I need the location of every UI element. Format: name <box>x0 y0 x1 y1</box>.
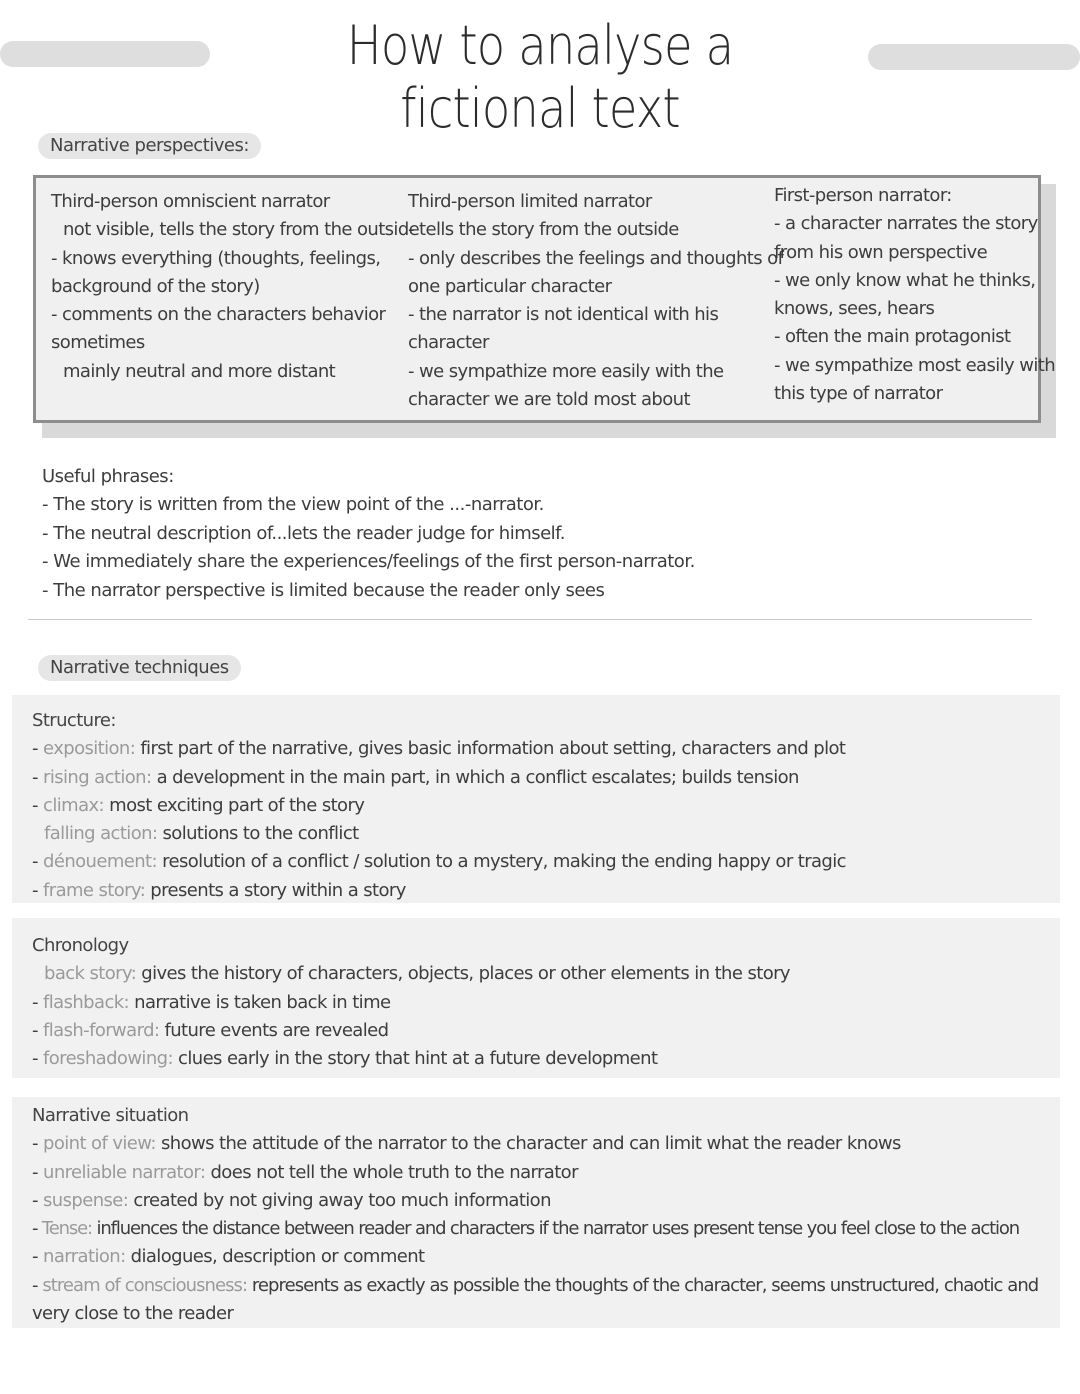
techniques-heading: Narrative techniques <box>38 655 241 681</box>
term-definition: created by not giving away too much information <box>128 1189 551 1211</box>
term-label: rising action: <box>43 766 152 788</box>
first-person-line: knows, sees, hears <box>774 298 935 320</box>
first-person-column <box>774 182 1055 408</box>
limited-line: - only describes the feelings and thoughts of <box>408 247 784 269</box>
situation-item <box>32 1243 1038 1271</box>
term-label: foreshadowing: <box>43 1048 173 1070</box>
omniscient-line: - knows everything (thoughts, feelings, <box>51 247 381 269</box>
situation-item <box>32 1187 1038 1215</box>
term-definition: influences the distance between reader and characters if the narrator uses present tense you feel close to the action <box>91 1218 1019 1240</box>
term-definition: solutions to the conflict <box>157 823 359 845</box>
structure-heading: Structure: <box>32 710 116 731</box>
phrase-item: - The story is written from the view point of the ...-narrator. <box>42 494 544 516</box>
limited-line: character we are told most about <box>408 389 690 411</box>
situation-item <box>32 1215 1038 1243</box>
omniscient-column <box>51 188 419 386</box>
structure-item <box>32 792 846 820</box>
bullet: - <box>32 1048 44 1070</box>
term-label: flashback: <box>43 991 130 1013</box>
first-person-line: First-person narrator: <box>774 185 952 206</box>
phrase-item: - The narrator perspective is limited because the reader only sees <box>42 579 605 601</box>
title-bar-left <box>0 41 210 67</box>
bullet: - <box>32 794 44 816</box>
limited-line: Third-person limited narrator <box>408 191 652 212</box>
bullet: - <box>32 991 44 1013</box>
bullet: - <box>32 1133 44 1155</box>
structure-item <box>32 848 846 876</box>
omniscient-line: mainly neutral and more distant <box>63 360 336 382</box>
limited-line: character <box>408 332 489 354</box>
term-label: point of view: <box>43 1133 156 1155</box>
perspectives-heading: Narrative perspectives: <box>38 133 261 159</box>
term-definition: most exciting part of the story <box>104 794 365 816</box>
bullet: - <box>32 766 44 788</box>
chronology-item <box>32 1045 790 1073</box>
situation-item <box>32 1159 1038 1187</box>
perspectives-box <box>33 175 1056 423</box>
term-label: suspense: <box>43 1189 129 1211</box>
structure-item <box>32 877 846 905</box>
term-definition: dialogues, description or comment <box>125 1246 425 1268</box>
bullet: - <box>32 1218 42 1240</box>
first-person-line: - often the main protagonist <box>774 326 1011 348</box>
chronology-heading: Chronology <box>32 935 129 956</box>
title-bar-right <box>868 44 1080 70</box>
bullet: - <box>32 879 44 901</box>
omniscient-line: not visible, tells the story from the outside <box>63 219 420 241</box>
structure-panel <box>12 695 1060 903</box>
term-label: back story: <box>44 963 137 985</box>
term-definition: narrative is taken back in time <box>129 991 391 1013</box>
bullet: - <box>32 851 44 873</box>
situation-heading: Narrative situation <box>32 1105 189 1126</box>
term-label: stream of consciousness: <box>42 1274 248 1296</box>
term-definition: resolution of a conflict / solution to a mystery, making the ending happy or tragic <box>156 851 846 873</box>
first-person-line: - we only know what he thinks, <box>774 269 1036 291</box>
structure-item <box>32 764 846 792</box>
omniscient-line: - comments on the characters behavior <box>51 304 386 326</box>
situation-item <box>32 1130 1038 1158</box>
term-definition: presents a story within a story <box>145 879 406 901</box>
bullet: - <box>32 1189 44 1211</box>
limited-line: - tells the story from the outside <box>408 219 679 241</box>
useful-phrases <box>42 463 695 605</box>
structure-item <box>32 735 846 763</box>
phrases-heading: Useful phrases: <box>42 466 174 487</box>
term-definition: gives the history of characters, objects, places or other elements in the story <box>136 963 790 985</box>
omniscient-line: sometimes <box>51 332 145 354</box>
limited-column <box>408 188 783 414</box>
first-person-line: from his own perspective <box>774 241 988 263</box>
bullet: - <box>32 1161 44 1183</box>
first-person-line: - a character narrates the story <box>774 213 1038 235</box>
chronology-item <box>32 1017 790 1045</box>
bullet: - <box>32 1274 43 1296</box>
bullet: - <box>32 1246 44 1268</box>
term-definition: represents as exactly as possible the thoughts of the character, seems unstructured, chaotic and <box>247 1274 1039 1296</box>
term-label: frame story: <box>43 879 146 901</box>
situation-continuation: very close to the reader <box>32 1303 234 1325</box>
limited-line: one particular character <box>408 275 612 297</box>
omniscient-line: Third-person omniscient narrator <box>51 191 330 212</box>
first-person-line: - we sympathize most easily with <box>774 354 1056 376</box>
phrase-item: - We immediately share the experiences/feelings of the first person-narrator. <box>42 551 695 573</box>
term-label: unreliable narrator: <box>43 1161 206 1183</box>
term-definition: future events are revealed <box>159 1019 389 1041</box>
situation-item <box>32 1272 1038 1300</box>
term-label: Tense: <box>41 1218 92 1240</box>
term-label: dénouement: <box>43 851 157 873</box>
limited-line: - we sympathize more easily with the <box>408 360 724 382</box>
limited-line: - the narrator is not identical with his <box>408 304 719 326</box>
term-definition: first part of the narrative, gives basic information about setting, characters and plot <box>135 738 846 760</box>
term-label: narration: <box>43 1246 126 1268</box>
term-label: climax: <box>43 794 105 816</box>
term-definition: shows the attitude of the narrator to the character and can limit what the reader knows <box>155 1133 901 1155</box>
omniscient-line: background of the story) <box>51 275 260 297</box>
term-label: flash-forward: <box>43 1019 160 1041</box>
first-person-line: this type of narrator <box>774 383 943 405</box>
chronology-panel <box>12 918 1060 1078</box>
bullet: - <box>32 1019 44 1041</box>
term-label: exposition: <box>43 738 136 760</box>
bullet: - <box>32 738 44 760</box>
term-definition: a development in the main part, in which a conflict escalates; builds tension <box>151 766 799 788</box>
section-divider <box>28 619 1032 620</box>
term-definition: clues early in the story that hint at a future development <box>172 1048 658 1070</box>
term-label: falling action: <box>44 823 158 845</box>
situation-panel <box>12 1097 1060 1328</box>
chronology-item <box>32 989 790 1017</box>
page-title: How to analyse a fictional text <box>346 14 734 140</box>
term-definition: does not tell the whole truth to the narrator <box>205 1161 578 1183</box>
phrase-item: - The neutral description of...lets the reader judge for himself. <box>42 522 565 544</box>
structure-item <box>32 820 846 848</box>
chronology-item <box>32 960 790 988</box>
